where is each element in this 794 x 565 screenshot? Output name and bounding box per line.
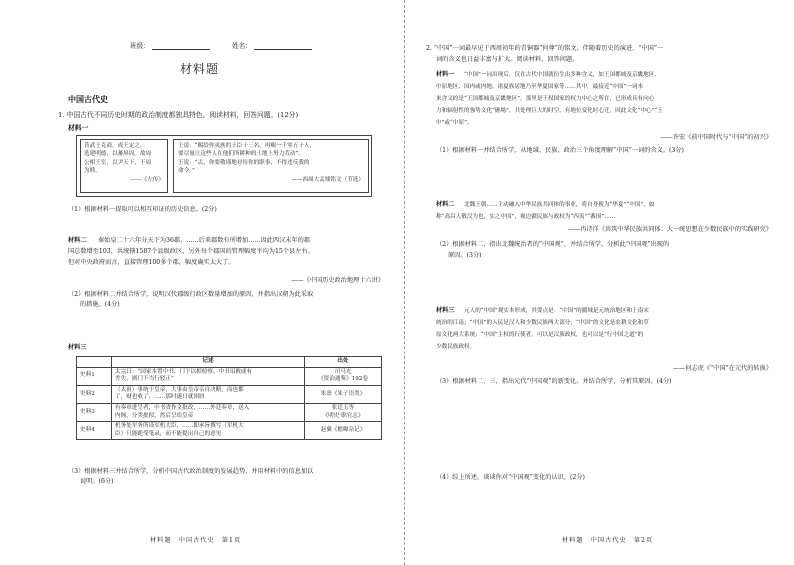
- q1-stem: 1. 中国古代不同历史时期的政治制度都独具特色。阅读材料，回答问题。(12分): [58, 111, 299, 119]
- q2-material1-line: 力和辐射性的強势文化“礁場”。共处理巨大的时空，有地位变化时心迁，因此文化“中心”“王: [436, 108, 663, 114]
- table-cell: 张廷玉等 《明史·职官志》: [305, 403, 382, 421]
- q1-m1-left-line: 选建明德，以蕃屏周。故周: [84, 151, 152, 158]
- table-row: [77, 403, 382, 421]
- table-header: 出处: [305, 357, 382, 368]
- section-heading: 中国古代史: [68, 95, 108, 104]
- q1-m1-left-box: [80, 139, 168, 193]
- q1-material3-label: 材料三: [68, 344, 87, 351]
- q1-material2-label: 材料二: [68, 237, 87, 244]
- q2-material3-line: 统治的江南；“中国”的人民是汉人和少数民族两大部分；“中国”的文化是农耕文化和草: [436, 320, 649, 326]
- q2-material2-line: 称“高昌人敬汉为也，实之中国”，视边疆民族与政权为“四夷”“蕃国”……: [436, 214, 616, 220]
- q1-subq1: （1）根据材料一提取可以相互印证的历史信息。(2分): [68, 206, 217, 213]
- table-header: 记述: [112, 357, 305, 368]
- right-page: [408, 0, 794, 565]
- q2-material3-source: ——何志虎《“中国”在元代的转换》: [672, 365, 772, 372]
- q2-subq4: （4）综上所述，谈谈你对“中国观”变化的认识。(2分): [436, 474, 585, 481]
- table-cell: 机务处军务所设军机大臣，……即承旨撰写（军机大 臣）只能跪受笔录，而不能提出自己的意见: [112, 422, 305, 440]
- q1-subq2: 的措施。(4分): [80, 301, 120, 308]
- q2-material1-line: 中”或“中原”。: [436, 120, 473, 126]
- class-field[interactable]: 班级：: [130, 40, 210, 50]
- q2-material3-label: 材料三: [436, 307, 455, 314]
- q1-m1-left-line: 昔武王克商，成王定之，: [84, 143, 146, 149]
- q2-material1-line: “中国”一词出现后，仅在古代中国就衍生出多种含义，如王国都城及京畿地区、: [464, 72, 660, 78]
- table-cell: 史料4: [77, 422, 112, 440]
- q1-m1-right-box: [173, 139, 369, 193]
- q1-subq2: （2）根据材料二并结合所学，说明汉代郡级行政区数量增加的原因，并指出汉朝为此采取: [68, 291, 314, 298]
- left-footer: 材料题 中国古代史 第1页: [150, 537, 242, 544]
- table-row: [77, 385, 382, 403]
- q1-m1-left-line: 为睦。: [84, 168, 101, 175]
- page-divider: [404, 0, 405, 565]
- q1-material2-line: 秦始皇二十六年分天下为36郡，……后来郡数有所增加……因此西汉末年的郡: [98, 237, 311, 244]
- q1-material2-line: 国总数增至103，共统辖1587个县级政区，另外每个郡国的管理幅度平均为15个县左右。: [68, 248, 314, 255]
- table-row: [77, 367, 382, 385]
- table-row: [77, 422, 382, 440]
- q2-subq1: （1）根据材料一并结合所学，从地域、民族、政治三个角度理解“中国”一词的含义。(3分): [436, 147, 684, 154]
- q2-stem: 词的含义也日益丰富与扩大。阅读材料，回答问题。: [436, 56, 579, 63]
- page-title: 材料题: [180, 62, 220, 76]
- q2-stem: 2. “中国”一词最早见于西周初年的青铜器“何尊”的铭文。伴随着历史的演进，“中国”一: [426, 45, 664, 52]
- q1-m1-right-line: 命令。”: [178, 168, 195, 175]
- table-cell: 朱熹《朱子语类》: [305, 385, 382, 403]
- q2-subq2: 原因。(3分): [448, 252, 482, 259]
- table-cell: 史料2: [77, 385, 112, 403]
- table-cell: 司马光 《资治通鉴》192卷: [305, 367, 382, 385]
- q2-material1-line: 来含义的是“王国都城及京畿地区”，那里是王权国家的权力中心之所在，已形成具有向心: [436, 96, 655, 102]
- q1-subq3: （3）根据材料三并结合所学，分析中国古代政治制度的发展趋势，并用材料中的信息加以: [68, 468, 314, 475]
- q2-subq2: （2）根据材料二，指出北魏统治者的“中国观”，并结合所学，分析此“中国观”出现的: [436, 241, 670, 248]
- q1-m1-left-line: 公相王室，以尹天下，于周: [84, 159, 152, 166]
- table-cell: 太宗曰：“国家本置中书、门下以相检察，中书诏敕或有 差失，则门下当行驳正”: [112, 367, 305, 385]
- q1-material1-box: [76, 135, 372, 197]
- q1-material1-label: 材料一: [68, 124, 89, 132]
- q2-subq3: （3）根据材料二、三，指出元代“中国观”的新变化。并结合所学，分析其原因。(4分): [436, 378, 672, 385]
- q1-material3-table: [76, 356, 382, 440]
- table-cell: （太祖）事统于皇帝，大事由皇帝亲自决断，而也都 了，财也收了，……那时遂日就困屑: [112, 385, 305, 403]
- name-field[interactable]: 姓名：: [232, 40, 312, 50]
- q2-material2-source: ——冉诗洋《共筑中华民族共同体：大一统思想在少数民族中的实践研究》: [567, 226, 772, 233]
- q2-material2-label: 材料二: [436, 201, 455, 208]
- q2-material1-label: 材料一: [436, 71, 455, 78]
- table-cell: 赵翼《檐曝杂记》: [305, 422, 382, 440]
- table-header-row: [77, 357, 382, 368]
- q1-m1-right-line: 要尽量让这些人在他们所耕种的土地上努力劳动”。: [178, 151, 304, 158]
- q2-material3-line: 原文化两大系统；“中国”主权的行使者，可以是汉族政权，也可以是“行中国之道”的: [436, 332, 644, 338]
- q1-m1-right-line: 王说：“赐给你夷族的王臣十三名，再赐一千零五十人，: [178, 143, 316, 149]
- table-cell: 史料1: [77, 367, 112, 385]
- q1-material2-line: 但对中央政府而言，直接管理100多个郡，幅度确实太大了。: [68, 259, 235, 266]
- q2-material1-source: ——许宏《前中国时代与“中国”的初兴》: [660, 134, 772, 141]
- q1-m1-right-source: ——西周大盂鼎铭文（节选）: [291, 176, 364, 183]
- q2-material3-line: 元人的“中国”观实本形成，其要点是：“中国”的疆域是元统治地区和上南宋: [464, 308, 649, 314]
- right-footer: 材料题 中国古代史 第2页: [562, 537, 654, 544]
- q2-material1-line: 中原地区、国内或内地、诸夏族居地乃至华夏国家等……其中，最接近“中国”一词本: [436, 84, 644, 90]
- q1-m1-left-source: ——《左传》: [130, 176, 164, 183]
- table-cell: 有奏章进呈者，中书省作文批改，……外廷奏章，送入 内阁，分类批拟，然后呈给皇帝: [112, 403, 305, 421]
- q2-material3-line: 少数民族政权。: [436, 344, 476, 350]
- table-cell: 史料3: [77, 403, 112, 421]
- q2-material2-line: 北魏王朝……主动融入中华民族共同体的事业，将自身视为“华夏”“中国”，如: [464, 202, 655, 208]
- q1-subq3: 说明。(6分): [80, 478, 114, 485]
- q1-material2-source: ——《中国历史政治地理十六讲》: [291, 277, 384, 284]
- q1-m1-right-line: 王说：“盂，你要敬谨地对待你的职事，不得违反我的: [178, 159, 310, 166]
